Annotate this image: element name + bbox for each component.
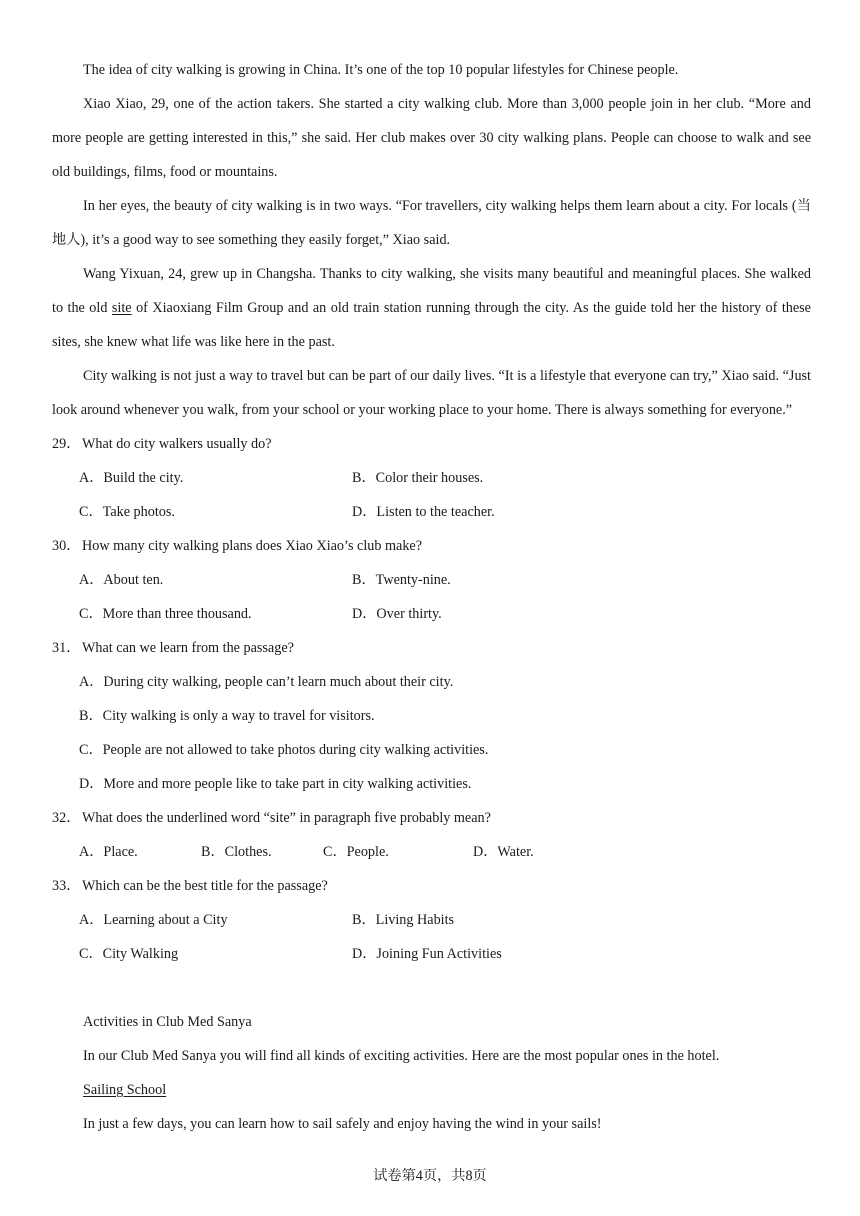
- option-row: [52, 597, 811, 631]
- question-number: 33．: [52, 878, 81, 894]
- question-text: How many city walking plans does Xiao Xiao’s club make?: [82, 538, 423, 554]
- option-d[interactable]: D．Over thirty.: [352, 606, 442, 622]
- question-30: [52, 529, 811, 631]
- question-stem: [52, 427, 811, 461]
- option-b[interactable]: B．Clothes.: [201, 844, 272, 860]
- question-33: [52, 869, 811, 971]
- option-row: [52, 937, 811, 971]
- option-row: [52, 835, 811, 869]
- question-31: [52, 631, 811, 801]
- option-c[interactable]: C．People.: [323, 844, 389, 860]
- option-a[interactable]: A．About ten.: [79, 572, 164, 588]
- section-heading-text: Sailing School: [83, 1082, 167, 1098]
- question-stem: [52, 631, 811, 665]
- question-32: [52, 801, 811, 869]
- question-stem: [52, 869, 811, 903]
- passage-paragraph-2: Xiao Xiao, 29, one of the action takers. She started a city walking club. More than 3,000 people join in her club. “More and more people are getting interested in this,” she said. Her club makes over 30 city walking plans. People can choose to walk and see old buildings, films, food or mountains.: [52, 96, 811, 180]
- option-d[interactable]: D．Joining Fun Activities: [352, 946, 502, 962]
- option-c[interactable]: C．More than three thousand.: [79, 606, 252, 622]
- option-c[interactable]: C．Take photos.: [79, 504, 175, 520]
- option-c[interactable]: C．People are not allowed to take photos during city walking activities.: [79, 742, 489, 758]
- next-passage-intro: In our Club Med Sanya you will find all kinds of exciting activities. Here are the most popular ones in the hotel.: [83, 1048, 720, 1064]
- passage-paragraph-3: In her eyes, the beauty of city walking is in two ways. “For travellers, city walking helps them learn about a city. For locals (当地人), it’s a good way to see something they easily forget,” Xiao said.: [52, 198, 811, 248]
- question-number: 29．: [52, 436, 81, 452]
- option-b[interactable]: B．City walking is only a way to travel for visitors.: [79, 708, 375, 724]
- question-stem: [52, 801, 811, 835]
- option-a[interactable]: A．Build the city.: [79, 470, 184, 486]
- page-footer: 试卷第4页，共8页: [373, 1168, 487, 1184]
- exam-page: [52, 53, 811, 1141]
- option-row: [52, 495, 811, 529]
- underlined-word-site: site: [111, 300, 132, 316]
- option-b[interactable]: B．Living Habits: [352, 912, 455, 928]
- option-b[interactable]: B．Twenty-nine.: [352, 572, 451, 588]
- question-number: 32．: [52, 810, 81, 826]
- paragraph-4-text-end: of Xiaoxiang Film Group and an old train station running through the city. As the guide told her the history of these sites, she knew what life was like here in the past.: [52, 300, 811, 350]
- option-a[interactable]: A．During city walking, people can’t learn much about their city.: [79, 674, 454, 690]
- section-text: In just a few days, you can learn how to sail safely and enjoy having the wind in your sails!: [83, 1116, 602, 1132]
- question-number: 31．: [52, 640, 81, 656]
- section-heading: [52, 1073, 811, 1107]
- option-d[interactable]: D．More and more people like to take part in city walking activities.: [79, 776, 472, 792]
- passage-paragraph-1: The idea of city walking is growing in China. It’s one of the top 10 popular lifestyles for Chinese people.: [83, 62, 679, 78]
- option-b[interactable]: B．Color their houses.: [352, 470, 484, 486]
- question-text: What can we learn from the passage?: [82, 640, 294, 656]
- paragraph-4-text-start: Wang Yixuan, 24, grew up in Changsha. Thanks to city walking, she visits many beautiful and meaningful places. She walked to the old: [52, 266, 811, 316]
- question-number: 30．: [52, 538, 81, 554]
- option-row: [52, 461, 811, 495]
- passage-paragraph-4: [52, 257, 811, 359]
- question-stem: [52, 529, 811, 563]
- option-d[interactable]: D．Water.: [473, 844, 534, 860]
- option-d[interactable]: D．Listen to the teacher.: [352, 504, 495, 520]
- option-c[interactable]: C．City Walking: [79, 946, 179, 962]
- option-a[interactable]: A．Learning about a City: [79, 912, 228, 928]
- question-text: What do city walkers usually do?: [82, 436, 272, 452]
- option-a[interactable]: A．Place.: [79, 844, 138, 860]
- question-29: [52, 427, 811, 529]
- question-text: What does the underlined word “site” in paragraph five probably mean?: [82, 810, 491, 826]
- question-text: Which can be the best title for the passage?: [82, 878, 328, 894]
- section-spacer: [52, 971, 811, 1005]
- next-passage-title: Activities in Club Med Sanya: [83, 1014, 252, 1030]
- option-row: [52, 903, 811, 937]
- passage-paragraph-5: City walking is not just a way to travel but can be part of our daily lives. “It is a lifestyle that everyone can try,” Xiao said. “Just look around whenever you walk, from your school or your working place to your home. There is always something for everyone.”: [52, 368, 811, 418]
- option-row: [52, 563, 811, 597]
